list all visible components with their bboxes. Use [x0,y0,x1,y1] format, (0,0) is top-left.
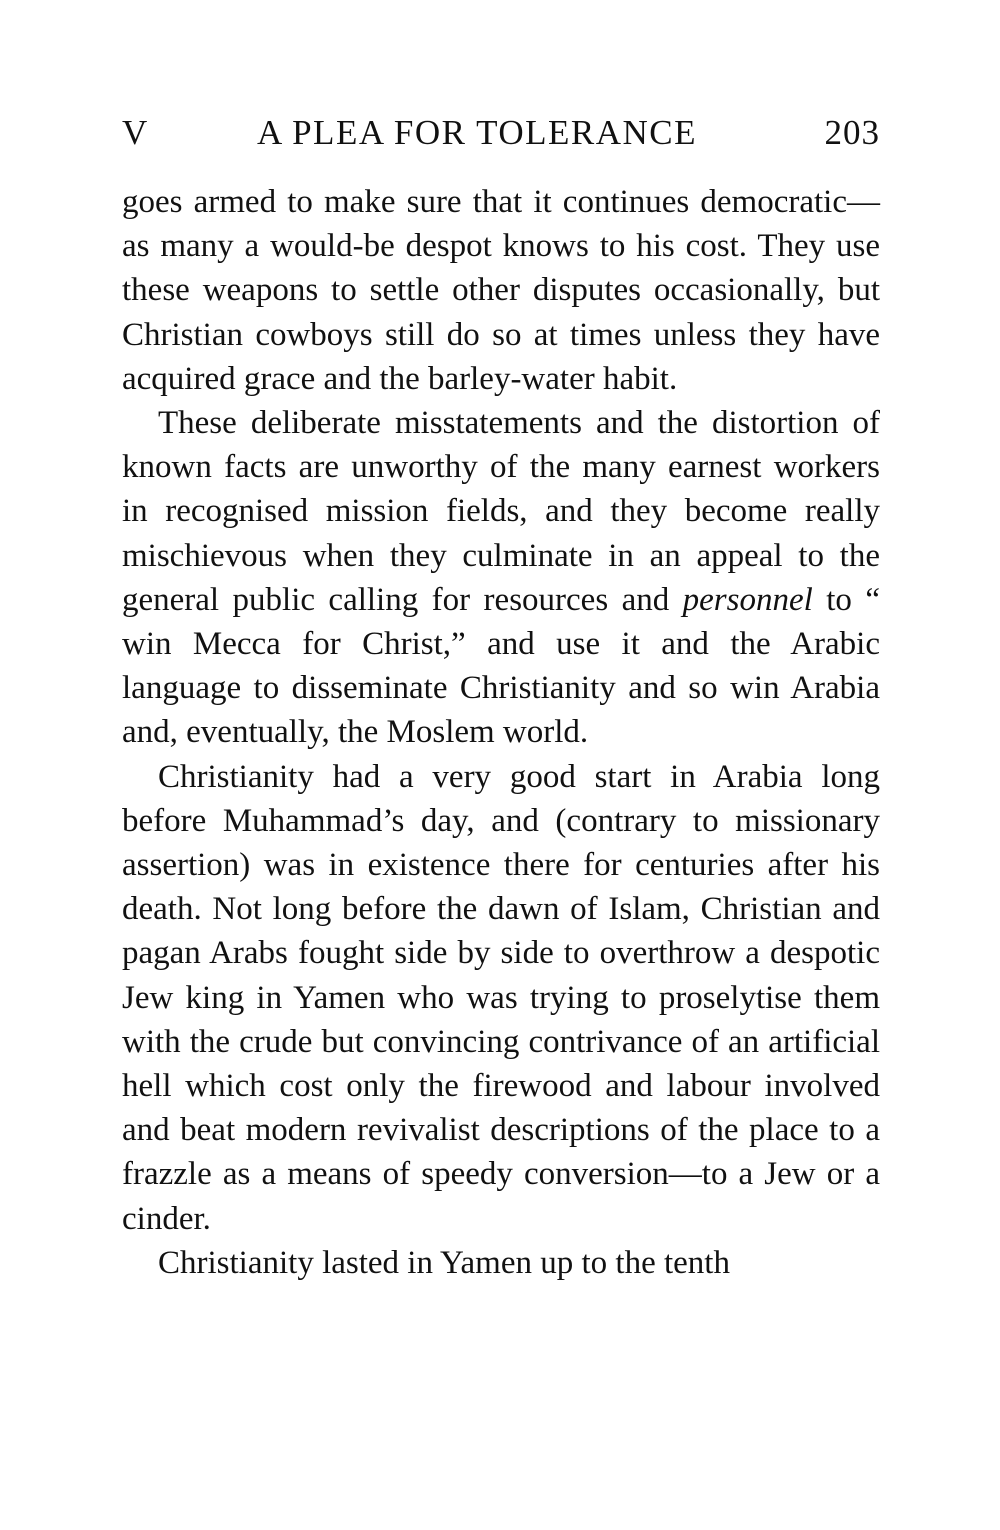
running-head [122,110,880,156]
paragraph-misstatements-tail: to “ win Mecca for Christ,” and use it and the Arabic language to disseminate Christianity and so win Arabia and, eventually, the Moslem world. [122,581,880,751]
page-number: 203 [824,113,880,152]
paragraph-continued: goes armed to make sure that it continues democratic—as many a would-be despot knows to his cost. They use these weapons to settle other disputes occasionally, but Christian cowboys still do so at times unless they have acquired grace and the barley-water habit. [122,184,880,397]
chapter-number: V [122,113,148,152]
paragraph-misstatements [122,401,880,755]
italic-personnel: personnel [682,581,813,618]
paragraph-christianity-start: Christianity had a very good start in Arabia long before Muhammad’s day, and (contrary to missionary assertion) was in existence there for centuries after his death. Not long before the dawn of Islam, Christian and pagan Arabs fought side by side to overthrow a despotic Jew king in Yamen who was trying to proselytise them with the crude but convincing contrivance of an artificial hell which cost only the firewood and labour involved and beat modern revivalist descriptions of the place to a frazzle as a means of speedy conversion—to a Jew or a cinder. [122,758,880,1237]
paragraph-misstatements-lead: These deliberate misstatements and the distortion of known facts are unworthy of the many earnest workers in recognised mission fields, and they become really mischievous when they culminate in an appeal to the general public calling for resources and [122,405,880,618]
chapter-title: A PLEA FOR TOLERANCE [257,113,698,152]
body-text [122,180,880,1285]
paragraph-christianity-lasted: Christianity lasted in Yamen up to the tenth [158,1244,730,1281]
